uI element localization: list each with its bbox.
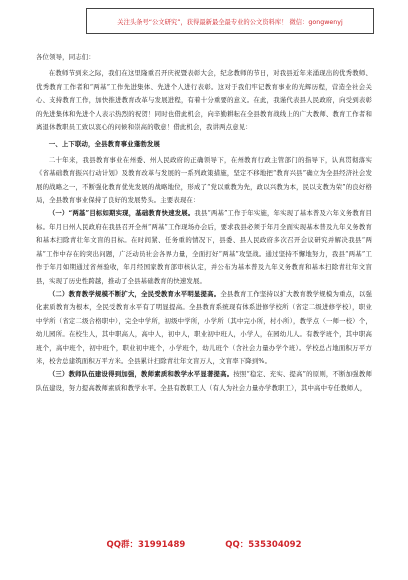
paragraph-teachers [36,368,372,395]
paragraph-overview: 二十年来，我县教育事业在州委、州人民政府的正确领导下，在州教育行政主管部门的指导下，认真贯彻落实《省基础教育振兴行动计划》及教育改革与发展的一系列政策措施，坚定不移地把“教育兴县”确立为全县经济社会发展的战略之一，不断强化教育优先发展的战略地位，形成了“党以重教为先，政以兴教为本，民以支教为荣”的良好格局，全县教育事业保持了良好的发展势头。主要表现在： [36,155,372,205]
paragraph-two-basics-body: 我县“两基”工作于年实施，年实现了基本普及六年义务教育目标。年月日州人民政府在我县召开全州“两基”工作现场办会后，要求我县必须于年月全面实现基本普及九年义务教育和基本扫除青壮年文盲的目标。在时间紧、任务重的情况下，县委、县人民政府多次召开会议研究并解决我县“两基”工作中存在的突出问题，广泛动员社会各界力量，全面打好“两基”攻坚战。通过坚持不懈地努力，我县“两基”工作于年月如期通过省州验收，年月经国家教育部审核认定，并公布为基本普及九年义务教育和基本扫除青壮年文盲县，实现了历史性跨越，推动了全县基础教育的快速发展。 [36,209,372,285]
footer-contact [0,538,408,550]
subheading-scale: （二）教育教学规模不断扩大，全民受教育水平明显提高。 [48,289,221,298]
salutation: 各位领导，同志们： [36,53,95,61]
paragraph-teachers-body: 按照“稳定、充实、提高”的原则，不断加强教师队伍建设，努力提高教师素质和教学水平。全县有教职工人（有人为社会力量办学教职工），其中高中专任教师人， [36,370,372,392]
qq-group: QQ群：31991489 [106,540,186,550]
paragraph-scale [36,288,372,368]
paragraph-opening: 在教师节到来之际，我们在这里隆重召开庆祝暨表彰大会，纪念教师的节日，对我县近年来涌现出的优秀教师、优秀教育工作者和“两基”工作先进集体、先进个人进行表彰。这对于我们牢记教育事业的光辉历程，营造全社会关心、支持教育工作，加快推进教育改革与发展进程，有着十分重要的意义。在此，我谨代表县人民政府，向受到表彰的先进集体和先进个人表示热烈的祝贺！同时也借此机会，向辛勤耕耘在全县教育战线上的广大教师、教育工作者和离退休教职员工致以衷心的问候和崇高的敬意！借此机会，我讲两点意见： [36,69,372,132]
subheading-two-basics: （一）“两基”目标如期实现，基础教育快速发展。 [48,209,195,218]
qq-number: QQ：535304092 [225,540,302,550]
header-banner: 关注头条号“公文研究”，获得最新最全最专业的公文资料库！ 微信：gongwenyj [86,8,374,34]
document-body [36,51,372,395]
section-title: 一、上下联动，全县教育事业蓬勃发展 [48,140,160,149]
paragraph-two-basics [36,207,372,287]
paragraph-scale-body: 全县教育工作坚持以扩大教育教学规模为重点，以强化素质教育为根本，全民受教育水平有了明显提高。全县教育系统现有体系进修学校所（省定二级进修学校），职业中学所（省定二级合格职中），完全中学所，初级中学所，小学所（其中完小所，村小所），教学点（一师一校）个，幼儿园所。在校生人，其中职高人，高中人，初中人，职业初中班人，小学人，在园幼儿人。有教学班个，其中职高班个，高中班个，初中班个，职业初中班个，小学班个，幼儿班个（含社会力量办学个班）。学校总占地面积万平方米，校舍总建筑面积万平方米。全县累计扫除青壮年文盲万人，文盲率下降到%。 [36,289,373,365]
subheading-teachers: （三）教师队伍建设得到加强，教师素质和教学水平显著提高。 [48,370,234,379]
